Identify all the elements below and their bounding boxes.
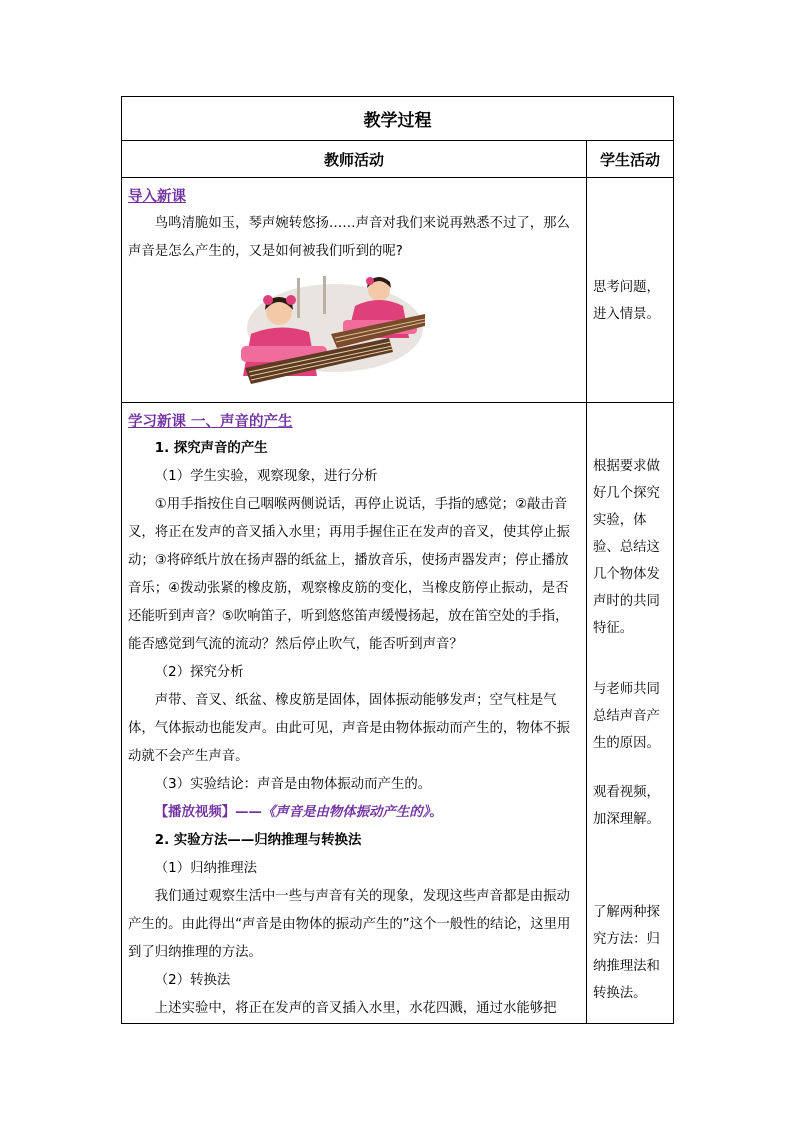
new-lesson-student-cell <box>587 403 674 1024</box>
step1-title: （1）学生实验，观察现象，进行分析 <box>154 469 378 484</box>
column-header-teacher: 教师活动 <box>122 141 587 178</box>
step2-title: （2）探究分析 <box>154 665 244 680</box>
method1-title: （1）归纳推理法 <box>154 861 258 876</box>
method1-text: 我们通过观察生活中一些与声音有关的现象，发现这些声音都是由振动产生的。由此得出“声音是由物体的振动产生的”这个一般性的结论，这里用到了归纳推理的方法。 <box>128 889 571 960</box>
intro-student-cell <box>587 178 674 403</box>
column-header-student: 学生活动 <box>587 141 674 178</box>
intro-student-text: 思考问题，进入情景。 <box>593 280 660 322</box>
video-suffix: 。 <box>429 805 443 820</box>
intro-teacher-cell <box>122 178 587 403</box>
guzheng-photo <box>239 272 425 384</box>
new-lesson-teacher-cell <box>122 403 587 1024</box>
step3-conclusion: （3）实验结论：声音是由物体振动而产生的。 <box>154 777 432 792</box>
point2-title: 2. 实验方法——归纳推理与转换法 <box>154 833 362 848</box>
student-activity-3: 观看视频，加深理解。 <box>593 785 660 827</box>
student-activity-1: 根据要求做好几个探究实验，体验、总结这几个物体发声时的共同特征。 <box>593 459 660 636</box>
student-activity-4: 了解两种探究方法：归纳推理法和转换法。 <box>593 905 660 1001</box>
teaching-process-table <box>121 96 674 1024</box>
student-activity-2: 与老师共同总结声音产生的原因。 <box>593 682 660 751</box>
video-prefix: 【播放视频】—— <box>154 805 262 820</box>
step2-text: 声带、音叉、纸盆、橡皮筋是固体，固体振动能够发声；空气柱是气体，气体振动也能发声。由此可见，声音是由物体振动而产生的，物体不振动就不会产生声音。 <box>128 693 570 764</box>
video-title: 《声音是由物体振动产生的》 <box>261 805 430 820</box>
table-title: 教学过程 <box>122 97 674 141</box>
intro-paragraph: 鸟鸣清脆如玉，琴声婉转悠扬……声音对我们来说再熟悉不过了，那么声音是怎么产生的，又是如何被我们听到的呢? <box>128 216 570 259</box>
method2-title: （2）转换法 <box>154 973 231 988</box>
point1-title: 1. 探究声音的产生 <box>154 441 268 456</box>
video-line <box>128 799 578 827</box>
intro-heading: 导入新课 <box>128 189 186 205</box>
step1-text: ①用手指按住自己咽喉两侧说话，再停止说话，手指的感觉；②敲击音叉，将正在发声的音叉插入水里；再用手握住正在发声的音叉，使其停止振动；③将碎纸片放在扬声器的纸盆上，播放音乐，使扬声器发声；停止播放音乐；④拨动张紧的橡皮筋，观察橡皮筋的变化，当橡皮筋停止振动，是否还能听到声音？⑤吹响笛子，听到悠悠笛声缓慢扬起，放在笛空处的手指，能否感觉到气流的流动？然后停止吹气，能否听到声音？ <box>128 497 570 652</box>
new-lesson-heading: 学习新课 一、声音的产生 <box>128 414 293 430</box>
method2-text: 上述实验中，将正在发声的音叉插入水里，水花四溅，通过水能够把 <box>154 1001 557 1016</box>
